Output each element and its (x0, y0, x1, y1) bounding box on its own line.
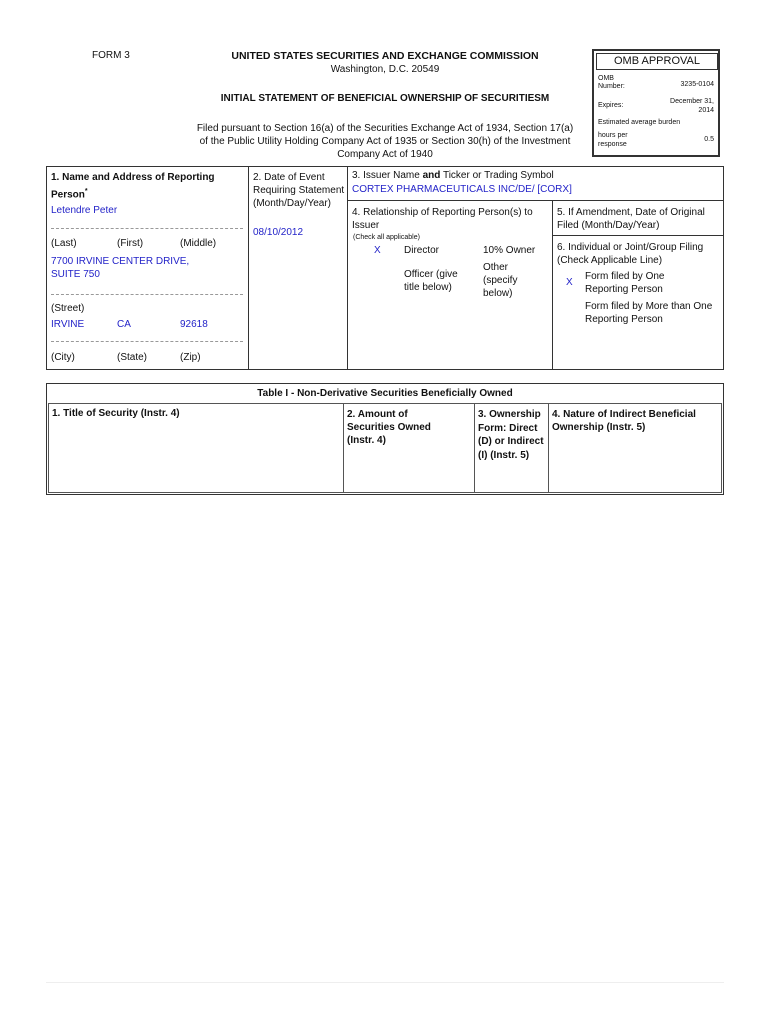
director-label: Director (404, 245, 440, 256)
omb-number-value: 3235-0104 (680, 81, 714, 88)
event-date-value: 08/10/2012 (253, 227, 304, 238)
omb-hours-label: hours per response (598, 132, 628, 148)
col4-label: 4. Nature of Indirect Beneficial Ownership (Instr. 5) (552, 409, 696, 433)
state-value: CA (117, 319, 131, 330)
agency-title: UNITED STATES SECURITIES AND EXCHANGE COMMISSION (231, 50, 539, 62)
box4-title: 4. Relationship of Reporting Person(s) to Issuer (352, 207, 533, 231)
box5-title: 5. If Amendment, Date of Original Filed (Month/Day/Year) (557, 207, 705, 231)
table1-col4-header (548, 403, 722, 493)
box3-title: 3. Issuer Name and Ticker or Trading Symbol (352, 170, 554, 181)
statement-title: INITIAL STATEMENT OF BENEFICIAL OWNERSHIP OF SECURITIESM (220, 93, 550, 104)
table1-col3-header (474, 403, 549, 493)
check-all-note: (Check all applicable) (353, 234, 420, 241)
box3-issuer (347, 166, 724, 201)
one-person-label: Form filed by One Reporting Person (585, 271, 665, 295)
other-label: Other (specify below) (483, 262, 518, 299)
table1-title: Table I - Non-Derivative Securities Beneficially Owned (257, 388, 513, 399)
omb-expires-value: December 31, 2014 (670, 98, 714, 114)
officer-label: Officer (give title below) (404, 269, 458, 293)
omb-burden-label: Estimated average burden (598, 119, 681, 126)
box5-amendment (552, 200, 724, 236)
first-label: (First) (117, 238, 144, 249)
more-persons-label: Form filed by More than One Reporting Person (585, 301, 713, 325)
col2-label: 2. Amount of Securities Owned (Instr. 4) (347, 409, 431, 446)
footer-rule (46, 982, 724, 983)
zip-label: (Zip) (180, 352, 201, 363)
divider (51, 228, 243, 229)
street-address: 7700 IRVINE CENTER DRIVE, SUITE 750 (51, 256, 190, 280)
box6-filing-type (552, 235, 724, 370)
omb-title: OMB APPROVAL (596, 53, 718, 70)
street-label: (Street) (51, 303, 85, 314)
agency-location: Washington, D.C. 20549 (330, 64, 440, 75)
one-person-check-mark[interactable]: X (566, 277, 573, 288)
state-label: (State) (117, 352, 148, 363)
box2-title: 2. Date of Event Requiring Statement (Month/Day/Year) (253, 172, 345, 209)
omb-hours-value: 0.5 (704, 136, 714, 143)
divider (51, 341, 243, 342)
city-label: (City) (51, 352, 75, 363)
zip-value: 92618 (180, 319, 208, 330)
issuer-name: CORTEX PHARMACEUTICALS INC/DE/ [CORX] (352, 184, 572, 195)
col1-label: 1. Title of Security (Instr. 4) (52, 408, 180, 419)
table1-col1-header (48, 403, 344, 493)
ten-percent-owner-label: 10% Owner (483, 245, 536, 256)
director-check-mark[interactable]: X (374, 245, 381, 256)
last-label: (Last) (51, 238, 77, 249)
filed-pursuant-text: Filed pursuant to Section 16(a) of the Securities Exchange Act of 1934, Section 17(a) of the Public Utility Holding Company Act of 1935 or Section 30(h) of the Investment Company Act of 1940 (196, 123, 574, 160)
form-label: FORM 3 (92, 50, 130, 61)
col3-label: 3. Ownership Form: Direct (D) or Indirect (I) (Instr. 5) (478, 409, 544, 461)
box1-title: 1. Name and Address of Reporting Person* (51, 172, 215, 201)
box1-reporting-person (46, 166, 249, 370)
omb-number-label: OMB Number: (598, 75, 625, 90)
omb-approval-box (592, 49, 720, 157)
middle-label: (Middle) (180, 238, 217, 249)
divider (51, 294, 243, 295)
omb-expires-label: Expires: (598, 102, 624, 109)
city-value: IRVINE (51, 319, 85, 330)
reporting-person-name: Letendre Peter (51, 205, 118, 216)
table1-col2-header (343, 403, 475, 493)
box4-relationship (347, 200, 553, 370)
box2-event-date (248, 166, 348, 370)
box6-title: 6. Individual or Joint/Group Filing (Check Applicable Line) (557, 242, 704, 266)
